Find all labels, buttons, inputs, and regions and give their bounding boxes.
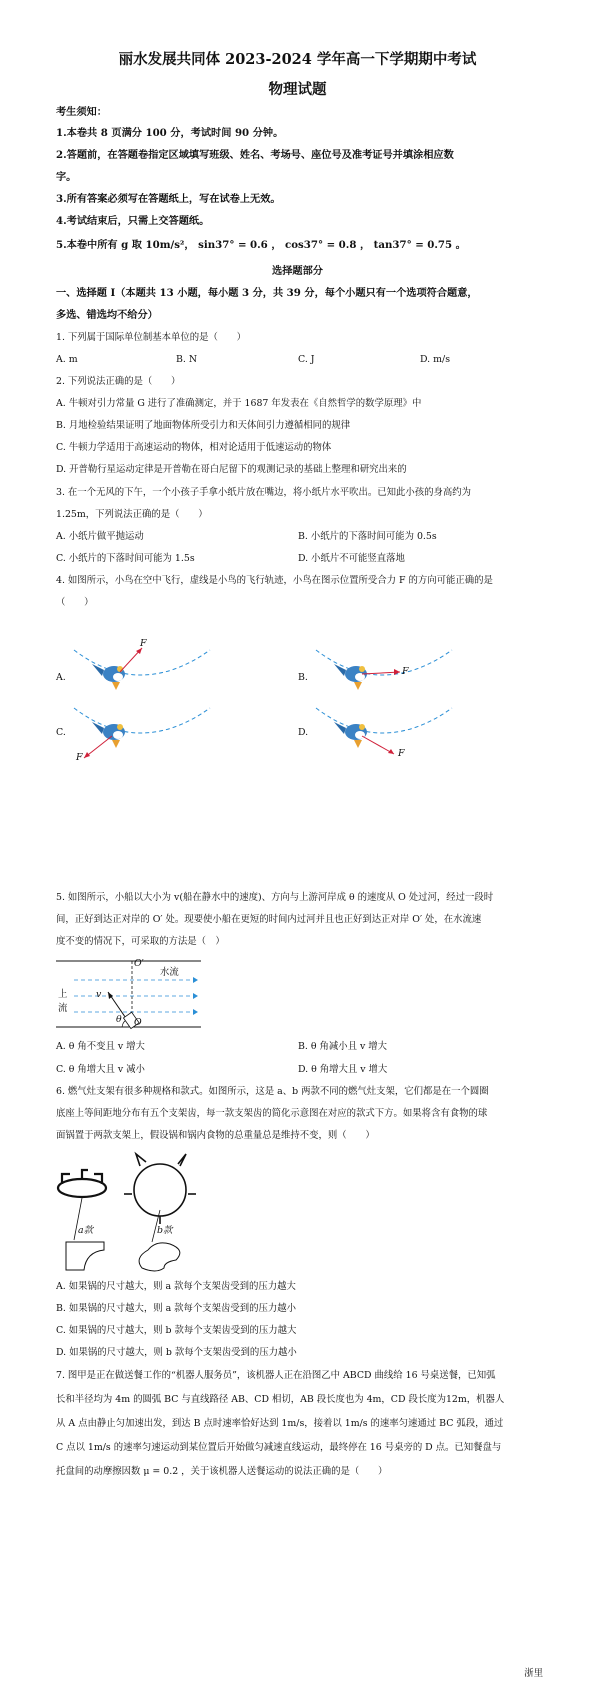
q2-option-c: C. 牛顿力学适用于高速运动的物体，相对论适用于低速运动的物体 [56,442,332,453]
q6-stem: 6. 燃气灶支架有很多种规格和款式。如图所示，这是 a、b 两款不同的燃气灶支架，它们都是在一个圆圈 [56,1086,489,1097]
notice-item: 5.本卷中所有 g 取 10m/s²， sin37° = 0.6 ， cos37° = 0.8 ， tan37° = 0.75 。 [56,239,466,251]
upstream-label: 流 [58,1003,68,1014]
trajectory-curve [316,708,452,733]
q2-option-a: A. 牛顿对引力常量 G 进行了准确测定，并于 1687 年发表在《自然哲学的数学原理》中 [56,398,422,409]
water-flow-lines [74,980,196,1012]
point-o-prime-label: O′ [134,958,144,969]
q5-stem: 度不变的情况下，可采取的方法是（ ） [56,936,225,947]
q3-option-b: B. 小纸片的下落时间可能为 0.5s [298,531,437,542]
stand-a-icon [58,1170,106,1197]
q4-label-a: A. [56,672,66,683]
q2-stem: 2. 下列说法正确的是（ ） [56,376,181,387]
q1-option-d: D. m/s [420,354,451,365]
bird-icon [92,664,125,690]
q3-option-a: A. 小纸片做平抛运动 [56,531,144,542]
section-heading: 多选、错选均不给分） [56,309,158,321]
notice-item: 1.本卷共 8 页满分 100 分，考试时间 90 分钟。 [56,127,284,139]
trajectory-curve [74,650,210,675]
section-heading: 一、选择题 I（本题共 13 小题，每小题 3 分，共 39 分，每个小题只有一个选项符合题意， [56,287,478,299]
exam-subtitle: 物理试题 [268,81,327,98]
angle-label: θ [116,1014,122,1025]
notice-item: 4.考试结束后，只需上交答题纸。 [56,215,210,227]
q2-option-b: B. 月地检验结果证明了地面物体所受引力和天体间引力遵循相同的规律 [56,420,351,431]
q5-stem: 5. 如图所示，小船以大小为 v(船在静水中的速度)、方向与上游河岸成 θ 的速度从 O 处过河，经过一段时 [56,892,494,903]
force-label: F [140,638,147,649]
stand-b-icon [124,1154,196,1224]
q4-figure-b [314,642,454,702]
q5-option-c: C. θ 角增大且 v 减小 [56,1064,145,1075]
q1-option-c: C. J [298,354,315,365]
page-corner-mark: 浙里 [524,1668,543,1679]
q6-option-a: A. 如果锅的尺寸越大，则 a 款每个支架齿受到的压力越大 [56,1281,296,1292]
force-label: F [402,666,409,677]
bird-icon [334,722,367,748]
tooth-b-shape [139,1243,180,1271]
force-label: F [76,752,83,763]
notice-item: 字。 [56,171,77,183]
q7-stem: 从 A 点由静止匀加速出发，到达 B 点时速率恰好达到 1m/s，接着以 1m/s 的速率匀速通过 BC 弧段，通过 [56,1418,504,1429]
q4-label-c: C. [56,727,66,738]
q1-option-a: A. m [56,354,78,365]
q4-figure-d [314,700,454,760]
q7-stem: C 点以 1m/s 的速率匀速运动到某位置后开始做匀减速直线运动，最终停在 16 号桌旁的 D 点。已知餐盘与 [56,1442,502,1453]
q6-option-d: D. 如果锅的尺寸越大，则 b 款每个支架齿受到的压力越小 [56,1347,297,1358]
q5-option-b: B. θ 角减小且 v 增大 [298,1041,387,1052]
bird-icon [92,722,125,748]
q6-stem: 面锅置于两款支架上，假设锅和锅内食物的总重量总是维持不变，则（ ） [56,1130,375,1141]
q3-stem: 3. 在一个无风的下午，一个小孩子手拿小纸片放在嘴边，将小纸片水平吹出。已知此小孩的身高约为 [56,487,472,498]
q4-stem: 4. 如图所示，小鸟在空中飞行，虚线是小鸟的飞行轨迹，小鸟在图示位置所受合力 F 的方向可能正确的是 [56,575,493,586]
q4-figure-a [72,642,212,702]
q3-option-d: D. 小纸片不可能竖直落地 [298,553,405,564]
q5-option-d: D. θ 角增大且 v 增大 [298,1064,388,1075]
upstream-label: 上 [58,989,68,1000]
tooth-a-shape [66,1242,104,1270]
q6-stem: 底座上等间距地分布有五个支架齿，每一款支架齿的简化示意图在对应的款式下方。如果将含有食物的球 [56,1108,488,1119]
q7-stem: 长和半径均为 4m 的圆弧 BC 与直线路径 AB、CD 相切，AB 段长度也为 4m，CD 段长度为12m，机器人 [56,1394,505,1405]
q6-option-c: C. 如果锅的尺寸越大，则 b 款每个支架齿受到的压力越大 [56,1325,297,1336]
q4-label-d: D. [298,727,309,738]
q5-option-a: A. θ 角不变且 v 增大 [56,1041,145,1052]
notice-item: 2.答题前，在答题卷指定区域填写班级、姓名、考场号、座位号及准考证号并填涂相应数 [56,149,454,161]
exam-title: 丽水发展共同体 2023-2024 学年高一下学期期中考试 [118,51,477,68]
notice-item: 3.所有答案必须写在答题纸上，写在试卷上无效。 [56,193,281,205]
q5-river-figure [56,958,206,1030]
q7-stem: 托盘间的动摩擦因数 μ = 0.2 ，关于该机器人送餐运动的说法正确的是（ ） [56,1466,388,1477]
part-title: 选择题部分 [272,265,323,277]
stand-a-label: a款 [78,1225,93,1236]
water-flow-label: 水流 [160,967,179,978]
velocity-label: v [96,989,102,1000]
q2-option-d: D. 开普勒行星运动定律是开普勒在哥白尼留下的观测记录的基础上整理和研究出来的 [56,464,407,475]
q4-label-b: B. [298,672,308,683]
q4-figure-c [72,700,212,760]
q6-stove-figure [52,1150,202,1272]
q4-stem: （ ） [56,597,94,608]
trajectory-curve [74,708,210,733]
q6-option-b: B. 如果锅的尺寸越大，则 a 款每个支架齿受到的压力越小 [56,1303,297,1314]
q5-stem: 间，正好到达正对岸的 O′ 处。现要使小船在更短的时间内过河并且也正好到达正对岸 O′ 处，在水流速 [56,914,482,925]
trajectory-curve [316,650,452,675]
point-o-label: O [134,1017,142,1028]
q1-stem: 1. 下列属于国际单位制基本单位的是（ ） [56,332,247,343]
q7-stem: 7. 图甲是正在做送餐工作的“机器人服务员”，该机器人正在沿图乙中 ABCD 曲线给 16 号桌送餐，已知弧 [56,1370,496,1381]
stand-b-label: b款 [157,1225,173,1236]
bird-icon [334,664,367,690]
q3-option-c: C. 小纸片的下落时间可能为 1.5s [56,553,195,564]
force-arrow [362,736,394,754]
q3-stem: 1.25m，下列说法正确的是（ ） [56,509,208,520]
notice-heading: 考生须知： [56,106,107,118]
force-label: F [398,748,405,759]
q1-option-b: B. N [176,354,198,365]
